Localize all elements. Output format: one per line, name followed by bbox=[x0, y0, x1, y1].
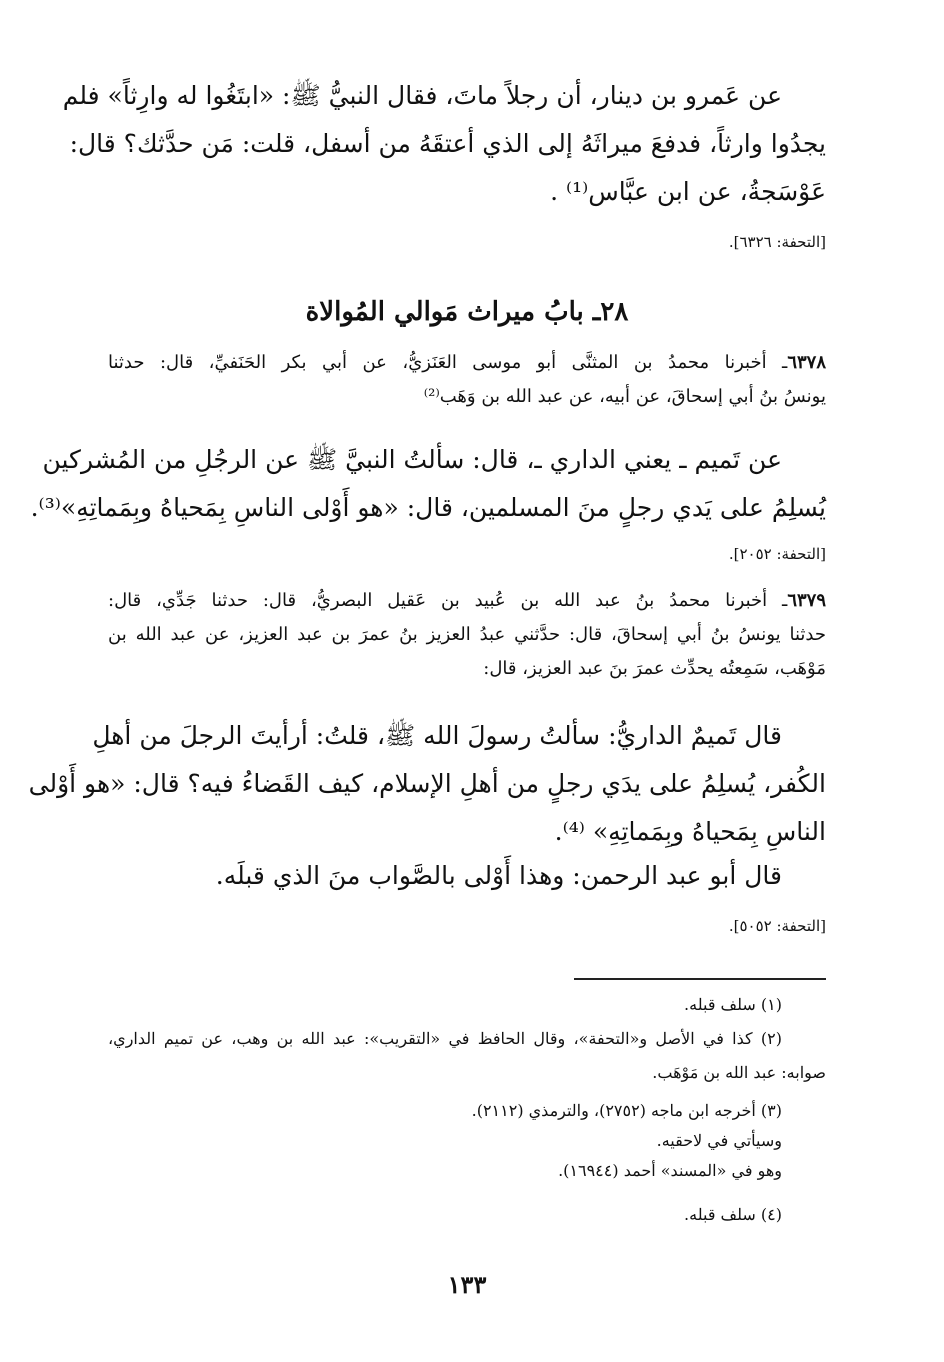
text-line: عن تَميم ـ يعني الداري ـ، قال: سألتُ النبيَّ ﷺ عن الرجُلِ من المُشركين bbox=[42, 445, 782, 474]
isnad-line: حدثنا يونسُ بنُ أبي إسحاقَ، قال: حدَّثني عبدُ العزيز بنُ عمرَ بن عبد العزيز، عن عبد الله بن bbox=[108, 624, 826, 645]
footnote-2 bbox=[108, 1024, 826, 1054]
text-line: الكُفر، يُسلِمُ على يدَي رجلٍ من أهلِ الإسلام، كيف القَضاءُ فيه؟ قال: «هو أَوْلى bbox=[28, 769, 826, 798]
text-line: يُسلِمُ على يَدي رجلٍ منَ المسلمين، قال: «هو أَوْلى الناسِ بِمَحياهُ وبِمَماتِهِ»⁽³⁾. bbox=[30, 493, 826, 522]
isnad-text: ـ أخبرنا محمدُ بنُ عبد الله بن عُبيد بن عَقيل البصريُّ، قال: حدثنا جَدِّي، قال: bbox=[108, 590, 788, 611]
footnote-4 bbox=[108, 1200, 826, 1230]
tuhfa-reference: [التحفة: ٥٠٥٢]. bbox=[728, 917, 826, 935]
paragraph-amr-ibn-dinar bbox=[62, 72, 826, 120]
footnote-text: وسيأتي في لاحقيه. bbox=[656, 1131, 782, 1150]
isnad-line: مَوْهَب، سَمِعتُه يحدِّث عمرَ بنَ عبد العزيز، قال: bbox=[483, 658, 826, 679]
footnote-3 bbox=[108, 1096, 826, 1186]
tuhfa-reference: [التحفة: ٢٠٥٢]. bbox=[728, 545, 826, 563]
tuhfa-reference: [التحفة: ٦٣٢٦]. bbox=[728, 233, 826, 251]
text-line: قال تَميمٌ الداريُّ: سألتُ رسولَ الله ﷺ، قلتُ: أرأيتَ الرجلَ من أهلِ bbox=[92, 721, 782, 750]
text-line: يجدُوا وارثاً، فدفعَ ميراثَهُ إلى الذي أعتقَهُ من أسفل، قلت: مَن حدَّثك؟ قال: bbox=[69, 129, 826, 158]
footnote-2-cont bbox=[108, 1058, 826, 1088]
hadith-6378-matn bbox=[42, 436, 826, 484]
text-line: الناسِ بِمَحياهُ وبِمَماتِهِ» ⁽⁴⁾. bbox=[554, 817, 826, 846]
text-line: عن عَمرو بن دينار، أن رجلاً ماتَ، فقال النبيُّ ﷺ: «ابتَغُوا له وارِثاً» فلم bbox=[62, 81, 782, 110]
footnote-1 bbox=[108, 990, 826, 1020]
page-number: ١٣٣ bbox=[447, 1270, 487, 1299]
chapter-heading: ٢٨ـ بابُ ميراث مَوالي المُوالاة bbox=[305, 297, 629, 327]
footnote-text: (٤) سلف قبله. bbox=[684, 1205, 782, 1224]
footnote-text: (٣) أخرجه ابن ماجه (٢٧٥٢)، والترمذي (٢١١٢). bbox=[471, 1101, 782, 1120]
paragraph-amr-ibn-dinar-cont bbox=[69, 120, 826, 216]
hadith-6378-matn-cont bbox=[30, 484, 826, 532]
footnote-text: (١) سلف قبله. bbox=[684, 995, 782, 1014]
hadith-6379-isnad bbox=[108, 584, 826, 686]
footnote-text: (٢) كذا في الأصل و«التحفة»، وقال الحافظ في «التقريب»: عبد الله بن وهب، عن تميم الداري، bbox=[108, 1029, 782, 1048]
hadith-number: ٦٣٧٨ bbox=[787, 352, 827, 373]
isnad-line bbox=[108, 584, 826, 618]
footnote-divider bbox=[574, 978, 826, 980]
hadith-6378-isnad bbox=[108, 346, 826, 414]
document-page bbox=[28, 0, 827, 1362]
text-line: قال أبو عبد الرحمن: وهذا أَوْلى بالصَّواب منَ الذي قبلَه. bbox=[215, 861, 782, 890]
author-comment bbox=[108, 852, 826, 900]
isnad-line: يونسُ بنُ أبي إسحاقَ، عن أبيه، عن عبد الله بن وَهَب⁽²⁾ bbox=[423, 386, 826, 407]
footnote-text: وهو في «المسند» أحمد (١٦٩٤٤). bbox=[558, 1161, 782, 1180]
hadith-6379-matn bbox=[92, 712, 826, 760]
hadith-6379-matn-cont bbox=[28, 760, 826, 856]
text-line: عَوْسَجةُ، عن ابن عبَّاس⁽¹⁾ . bbox=[550, 177, 826, 206]
isnad-text: ـ أخبرنا محمدُ بن المثنَّى أبو موسى العَنَزيُّ، عن أبي بكر الحَنَفيِّ، قال: حدثنا bbox=[108, 352, 788, 373]
footnote-text: صوابه: عبد الله بن مَوْهَب. bbox=[652, 1063, 826, 1082]
isnad-line bbox=[108, 346, 826, 380]
hadith-number: ٦٣٧٩ bbox=[787, 590, 826, 611]
